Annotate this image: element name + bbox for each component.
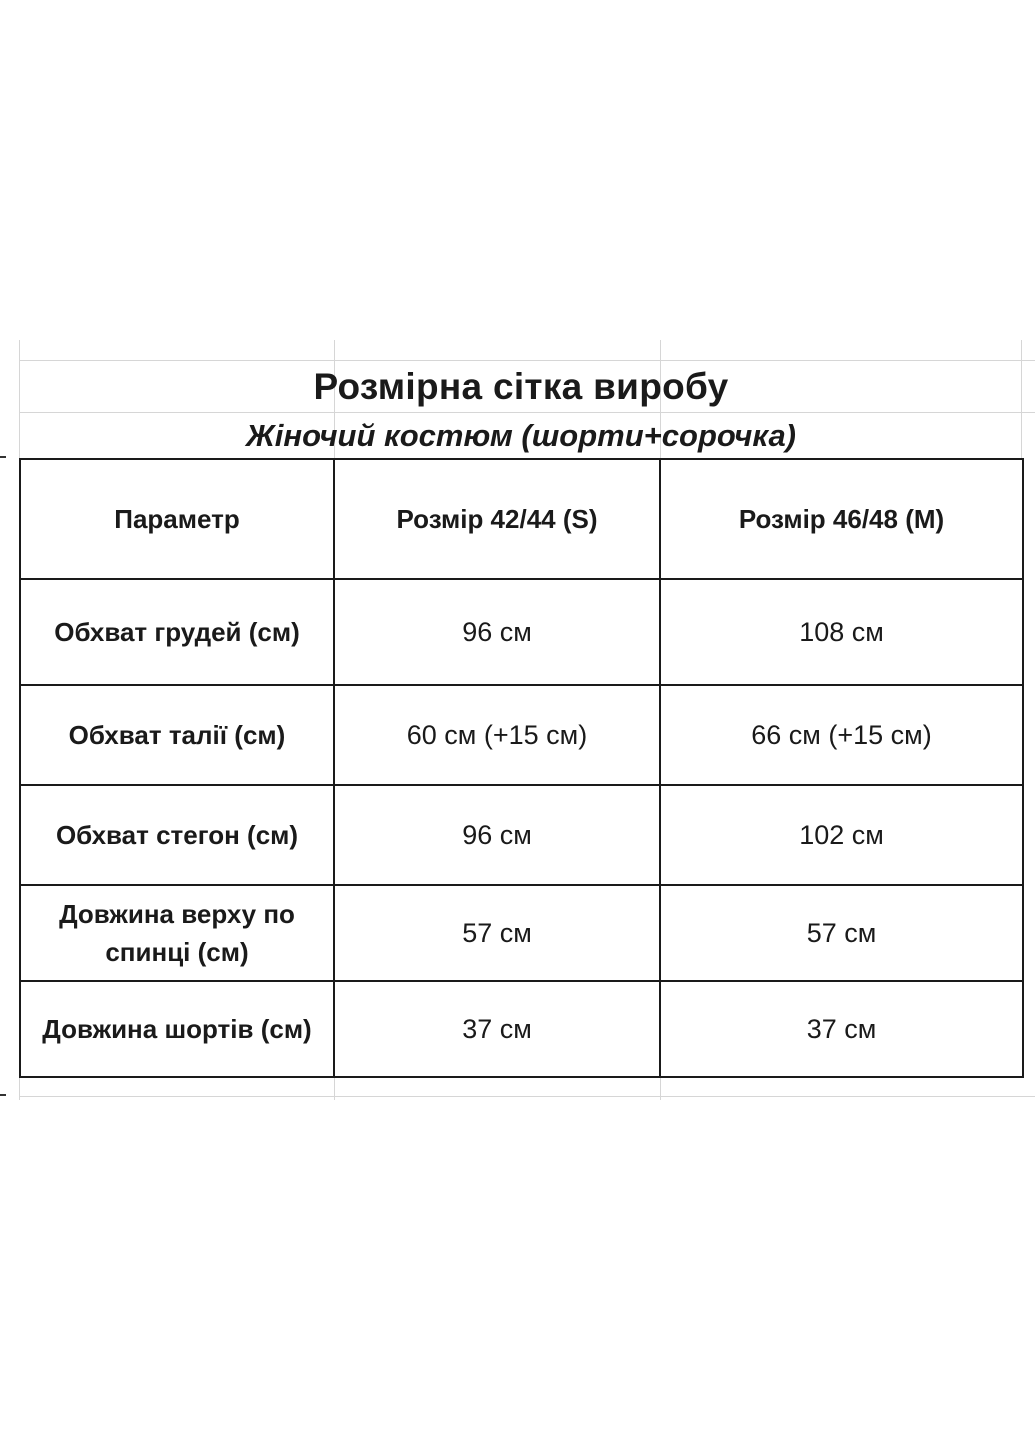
size-chart-title: Розмірна сітка виробу [313,366,729,407]
row-value-s: 57 см [334,885,660,981]
row-param: Довжина шортів (см) [20,981,334,1077]
row-param: Довжина верху по спинці (см) [20,885,334,981]
row-value-m: 66 см (+15 см) [660,685,1023,785]
size-table [19,458,1024,1078]
row-param: Обхват грудей (см) [20,579,334,685]
table-row [20,785,1023,885]
row-param: Обхват талії (см) [20,685,334,785]
header-size-m: Розмір 46/48 (M) [660,459,1023,579]
row-value-m: 102 см [660,785,1023,885]
row-value-s: 60 см (+15 см) [334,685,660,785]
row-value-m: 57 см [660,885,1023,981]
table-row [20,685,1023,785]
table-row [20,981,1023,1077]
gridline [20,412,1035,413]
header-parameter: Параметр [20,459,334,579]
header-size-s: Розмір 42/44 (S) [334,459,660,579]
gridline [334,1076,335,1100]
edge-marker [0,1094,6,1096]
row-param: Обхват стегон (см) [20,785,334,885]
row-value-s: 96 см [334,785,660,885]
table-row [20,579,1023,685]
row-value-m: 108 см [660,579,1023,685]
gridline [20,360,1035,361]
edge-marker [0,456,6,458]
table-row [20,885,1023,981]
gridline [20,1096,1035,1097]
table-header-row [20,459,1023,579]
row-value-s: 37 см [334,981,660,1077]
gridline [660,1076,661,1100]
row-value-m: 37 см [660,981,1023,1077]
row-value-s: 96 см [334,579,660,685]
product-subtitle: Жіночий костюм (шорти+сорочка) [245,418,797,453]
